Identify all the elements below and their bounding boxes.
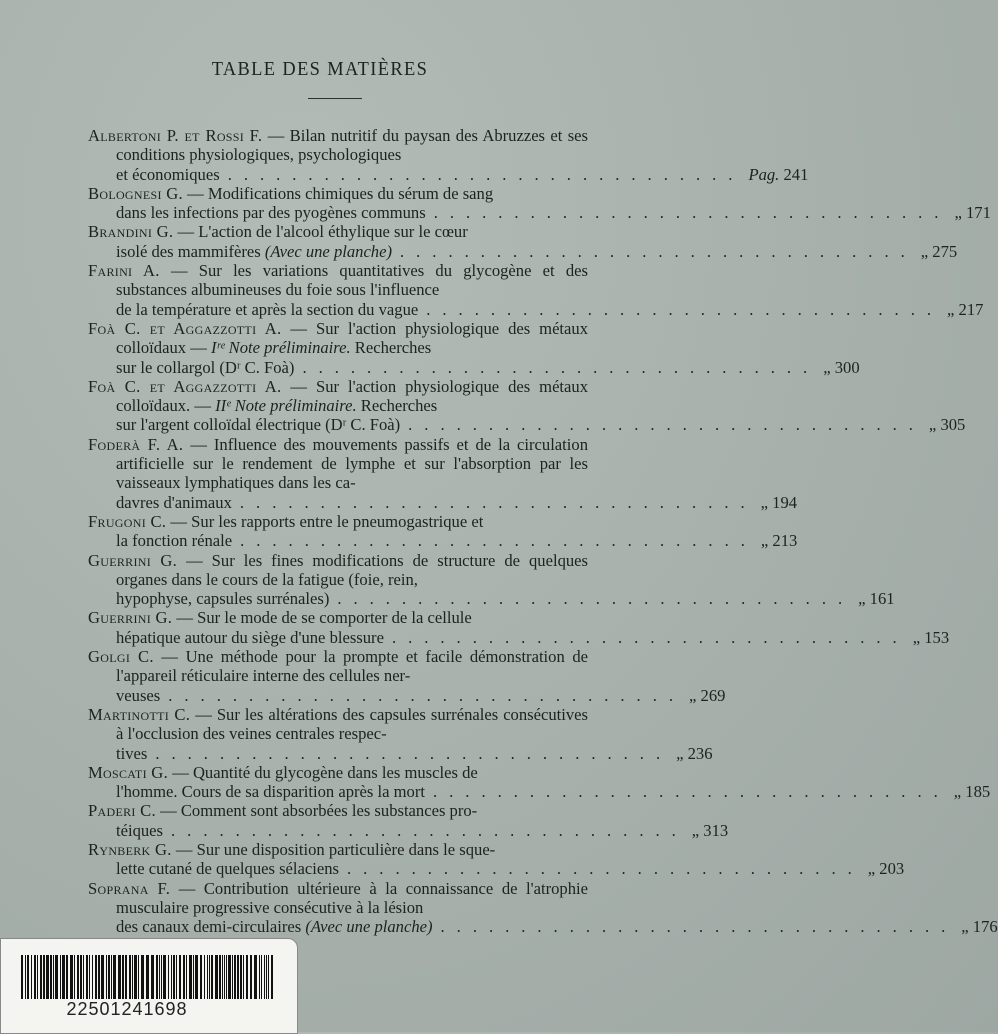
ditto-mark: „ [954,203,962,223]
entry-author: Paderi C. [88,801,156,821]
entry-page-number: 213 [772,531,798,551]
entry-page-number: 203 [879,859,905,879]
leader-dots: ................................ [440,917,958,937]
entry-title-end: tives [116,743,148,763]
toc-entry [88,704,713,763]
ditto-mark: „ [676,743,684,763]
entry-page-ref [685,686,725,705]
ditto-mark: „ [760,492,769,512]
title-divider [308,98,362,99]
ditto-mark: „ [691,820,700,840]
entry-title-end: lette cutané de quelques sélaciens [116,859,339,879]
toc-entry [88,839,905,879]
entry-title-end: des canaux demi-circulaires (Avec une planche) [116,917,433,937]
entry-title: — Quantité du glycogène dans les muscles de [172,762,478,782]
page-title: TABLE DES MATIÈRES [211,58,429,80]
entry-last-line [116,627,950,647]
toc-entry [88,261,984,319]
entry-author: Foderà F. A. [88,434,184,454]
entry-page-number: 176 [972,917,998,937]
entry-title: — Sur les variations quantitatives du glycogène et des substances albumineuses du foie sous l'influence [116,261,588,300]
entry-page-ref [819,358,859,377]
entry-page-number: 194 [772,492,798,512]
entry-last-line [116,299,984,319]
entry-author: Guerrini G. [88,608,173,628]
table-of-contents [88,126,998,937]
toc-entry [88,608,950,647]
entry-title-end: dans les infections par des pyogènes communs [116,203,426,223]
toc-entry [88,318,860,377]
entry-title: — Modifications chimiques du sérum de sang [187,183,494,203]
entry-page-ref [744,165,808,184]
toc-entry [88,183,991,223]
leader-dots: ................................ [155,743,673,763]
ditto-mark: „ [823,357,831,377]
entry-title-end: hypophyse, capsules surrénales) [116,589,330,609]
entry-page-number: 161 [869,589,895,609]
entry-title-end: sur le collargol (Dʳ C. Foà) [116,357,295,377]
entry-page-number: 217 [958,299,984,319]
entry-page-ref [925,415,965,434]
entry-last-line [116,492,798,512]
entry-last-line [116,203,991,223]
toc-entry [88,126,809,184]
entry-title: — L'action de l'alcool éthylique sur le cœur [177,222,468,242]
leader-dots: ................................ [171,820,688,840]
entry-page-number: 236 [687,743,713,763]
entry-page-number: 313 [703,820,729,840]
entry-page-number: 241 [783,164,809,184]
entry-page-ref [917,242,957,261]
entry-title: — Contribution ultérieure à la connaissance de l'atrophie musculaire progressive consécutive à la lésion [116,878,588,917]
ditto-mark: „ [953,782,962,802]
entry-last-line [116,859,905,879]
leader-dots: ................................ [433,782,950,802]
toc-entry [88,878,998,937]
entry-page-ref [854,589,894,608]
entry-last-line [116,820,729,840]
entry-author: Soprana F. [88,878,171,898]
toc-entry [88,550,895,609]
leader-dots: ................................ [302,357,820,377]
entry-page-ref [757,493,797,512]
entry-author: Farini A. [88,261,160,281]
entry-page-ref [957,917,997,936]
entry-last-line [116,357,860,377]
toc-entry [88,647,726,705]
toc-entry [88,376,966,435]
entry-title: — Sur l'action physiologique des métaux colloïdaux — Iʳᵉ Note préliminaire. Recherches [116,318,588,358]
entry-page-ref [909,628,949,647]
entry-title: — Comment sont absorbées les substances pro- [160,801,478,821]
leader-dots: ................................ [433,203,951,223]
entry-title-end: isolé des mammifères (Avec une planche) [116,241,392,261]
entry-last-line [116,917,998,937]
entry-last-line [116,685,726,705]
leader-dots: ................................ [337,589,855,609]
entry-author: Rynberk G. [88,839,172,859]
ditto-mark: „ [947,299,955,319]
ditto-mark: „ [928,415,937,435]
toc-entry [88,762,991,802]
page-abbrev: Pag. [748,164,780,184]
entry-title-end: et économiques [116,164,220,184]
entry-last-line [116,531,798,551]
toc-entry [88,511,798,551]
entry-author: Golgi C. [88,647,154,667]
entry-last-line [116,589,895,609]
entry-title: — Sur l'action physiologique des métaux colloïdaux. — IIᵉ Note préliminaire. Recherches [116,376,588,416]
entry-last-line [116,164,809,184]
entry-page-ref [672,744,712,763]
entry-title-end: la fonction rénale [116,531,233,551]
ditto-mark: „ [858,589,866,609]
entry-title-end: de la température et après la section du vague [116,299,419,319]
entry-title: — Influence des mouvements passifs et de la circulation artificielle sur le rendement de lymphe et sur l'absorption par les vaisseaux lymphatiques dans les ca- [116,434,588,493]
entry-title-end: veuses [116,685,161,705]
entry-author: Bolognesi G. [88,183,183,203]
entry-page-ref [688,821,728,840]
leader-dots: ................................ [168,685,685,705]
entry-last-line [116,743,713,763]
entry-page-number: 305 [940,415,966,435]
entry-last-line [116,241,958,261]
toc-entry [88,434,798,512]
entry-title: — Sur les fines modifications de structure de quelques organes dans le cours de la fatigue (foie, rein, [116,550,588,589]
entry-title: — Bilan nutritif du paysan des Abruzzes et ses conditions physiologiques, psychologiques [116,126,588,165]
library-barcode-label [0,938,298,1034]
entry-title: — Sur les altérations des capsules surrénales consécutives à l'occlusion des veines centrales respec- [116,704,588,744]
entry-page-number: 185 [965,782,991,802]
barcode-number: 22501241698 [66,999,188,1019]
entry-page-ref [757,531,797,550]
entry-page-number: 300 [834,357,860,377]
entry-author: Frugoni C. [88,511,167,531]
ditto-mark: „ [760,531,769,551]
leader-dots: ................................ [347,859,864,879]
entry-title-end: davres d'animaux [116,492,232,512]
entry-author: Foà C. et Aggazzotti A. [88,318,282,338]
toc-entry [88,222,958,261]
entry-title: — Sur le mode de se comporter de la cellule [176,608,472,628]
entry-title: — Sur les rapports entre le pneumogastrique et [170,511,484,531]
leader-dots: ................................ [227,164,745,184]
entry-title-end: téiques [116,820,164,840]
entry-page-number: 269 [700,685,726,705]
entry-author: Guerrini G. [88,550,178,570]
entry-page-ref [864,859,904,878]
leader-dots: ................................ [391,627,909,647]
entry-title: — Une méthode pour la prompte et facile démonstration de l'appareil réticulaire interne des cellules ner- [116,647,588,686]
ditto-mark: „ [920,241,929,261]
ditto-mark: „ [689,685,697,705]
toc-entry [88,801,729,840]
leader-dots: ................................ [400,241,917,261]
entry-page-number: 275 [932,241,958,261]
entry-page-number: 153 [924,627,950,647]
leader-dots: ................................ [239,492,757,512]
entry-page-ref [950,782,990,801]
ditto-mark: „ [961,917,969,937]
leader-dots: ................................ [408,415,925,435]
entry-last-line [116,415,966,435]
entry-author: Foà C. et Aggazzotti A. [88,376,282,396]
entry-page-ref [943,300,983,319]
entry-page-number: 171 [965,203,991,223]
entry-title: — Sur une disposition particulière dans le sque- [175,839,496,859]
entry-author: Moscati G. [88,762,169,782]
barcode-icon [21,955,277,999]
ditto-mark: „ [867,859,876,879]
entry-title-end: l'homme. Cours de sa disparition après la mort [116,782,425,802]
ditto-mark: „ [912,627,921,647]
entry-title-end: sur l'argent colloïdal électrique (Dʳ C. Foà) [116,415,401,435]
entry-title-end: hépatique autour du siège d'une blessure [116,627,384,647]
leader-dots: ................................ [426,299,943,319]
entry-page-ref [950,203,990,222]
leader-dots: ................................ [240,531,757,551]
entry-author: Brandini G. [88,222,174,242]
entry-author: Martinotti C. [88,704,191,724]
entry-last-line [116,782,991,802]
entry-author: Albertoni P. et Rossi F. [88,126,263,145]
